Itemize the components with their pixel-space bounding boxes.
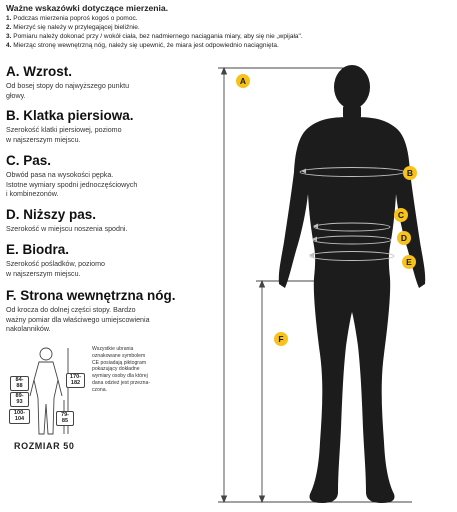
tip-4: 4. Mierząc stronę wewnętrzną nóg, należy się upewnić, że miara jest odpowiednio naciągnięta.	[6, 42, 279, 49]
section-a-heading: A. Wzrost.	[6, 64, 72, 79]
section-d-desc: Szerokość w miejscu noszenia spodni.	[6, 225, 128, 233]
inseam-size-chip: 79- 85	[56, 411, 74, 426]
waist-size-chip: 89- 93	[10, 392, 29, 407]
section-d-heading: D. Niższy pas.	[6, 207, 97, 222]
height-size-chip: 170- 182	[66, 373, 85, 388]
size-note: Wszystkie ubrania oznakowane symbolem CE posiadają piktogram pokazujący dokładne wymiary osoby dla której dana odzież jest przezna- czona.	[92, 346, 151, 393]
badge-e: E	[402, 255, 416, 269]
tip-2: 2. Mierzyć się należy w przylegającej bieliźnie.	[6, 24, 140, 31]
tip-3: 3. Pomiaru należy dokonać przy / wokół ciała, bez nadmiernego naciągania miary, aby się nie „wpijała".	[6, 33, 303, 40]
badge-a: A	[236, 74, 250, 88]
section-b-desc: Szerokość klatki piersiowej, poziomo w najszerszym miejscu.	[6, 126, 122, 144]
size-label: ROZMIAR 50	[14, 441, 75, 451]
section-f-desc: Od krocza do dolnej części stopy. Bardzo ważny pomiar dla właściwego umiejscowienia nakolanników.	[6, 306, 150, 334]
section-b-heading: B. Klatka piersiowa.	[6, 108, 134, 123]
badge-f: F	[274, 332, 288, 346]
section-e-desc: Szerokość pośladków, poziomo w najszerszym miejscu.	[6, 260, 105, 278]
tips-title: Ważne wskazówki dotyczące mierzenia.	[6, 3, 169, 13]
section-e-heading: E. Biodra.	[6, 242, 70, 257]
tip-1: 1. Podczas mierzenia poproś kogoś o pomoc.	[6, 15, 138, 22]
body-figure	[212, 62, 457, 512]
section-c-desc: Obwód pasa na wysokości pępka. Istotne wymiary spodni jednoczęściowych i kombinezonów.	[6, 171, 138, 199]
badge-b: B	[403, 166, 417, 180]
badge-c: C	[394, 208, 408, 222]
section-f-heading: F. Strona wewnętrzna nóg.	[6, 288, 176, 303]
section-a-desc: Od bosej stopy do najwyższego punktu głowy.	[6, 82, 130, 100]
badge-d: D	[397, 231, 411, 245]
hips-size-chip: 100- 104	[9, 409, 30, 424]
chest-size-chip: 84- 88	[10, 376, 29, 391]
section-c-heading: C. Pas.	[6, 153, 52, 168]
human-silhouette	[279, 65, 425, 503]
